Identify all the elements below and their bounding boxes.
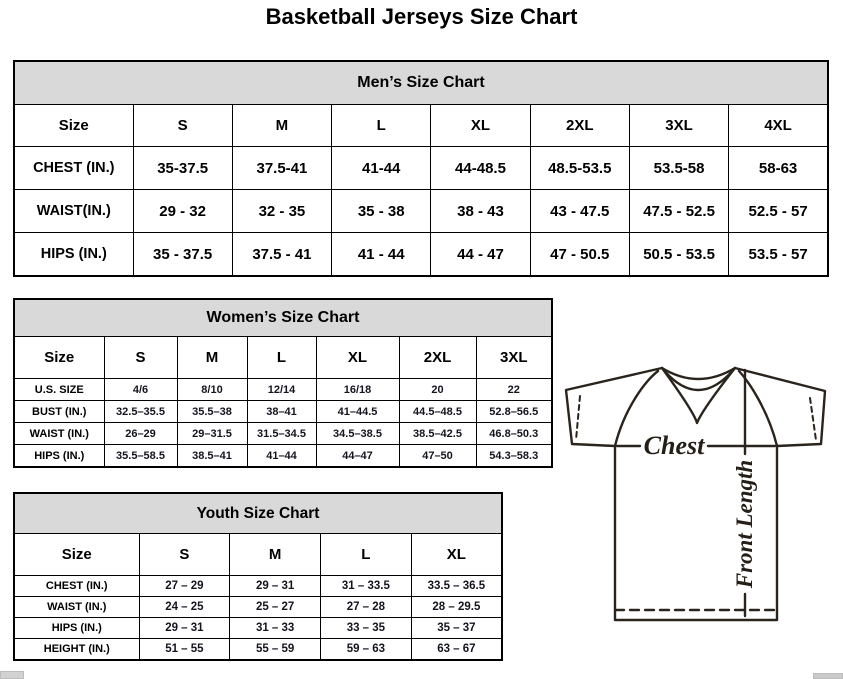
row-label: WAIST (IN.)	[14, 423, 104, 445]
jersey-measurement-diagram	[556, 358, 843, 648]
size-value-cell: 38.5–41	[177, 445, 247, 468]
size-value-cell: 53.5 - 57	[729, 233, 828, 277]
size-value-cell: 47–50	[399, 445, 476, 468]
row-label: BUST (IN.)	[14, 401, 104, 423]
table-row	[14, 379, 552, 401]
size-value-cell: 59 – 63	[321, 639, 412, 661]
left-cuff-dashed-line	[576, 396, 580, 440]
size-value-cell: 52.5 - 57	[729, 190, 828, 233]
column-header-m: M	[177, 337, 247, 379]
size-value-cell: 37.5-41	[232, 147, 331, 190]
column-header-xl: XL	[411, 534, 502, 576]
right-cuff-dashed-line	[810, 398, 816, 440]
row-label: HIPS (IN.)	[14, 618, 139, 639]
column-header-size: Size	[14, 105, 133, 147]
horizontal-scrollbar-right-fragment[interactable]	[813, 673, 843, 679]
front-length-label: Front Length	[732, 459, 757, 589]
size-value-cell: 55 – 59	[230, 639, 321, 661]
collar-v-curve	[662, 368, 735, 423]
column-header-2xl: 2XL	[399, 337, 476, 379]
table-row	[14, 445, 552, 468]
size-value-cell: 53.5-58	[629, 147, 728, 190]
row-label: HEIGHT (IN.)	[14, 639, 139, 661]
table-title: Youth Size Chart	[14, 493, 502, 534]
size-value-cell: 4/6	[104, 379, 177, 401]
row-label: U.S. SIZE	[14, 379, 104, 401]
horizontal-scrollbar-left-fragment[interactable]	[0, 671, 24, 679]
column-header-xl: XL	[431, 105, 530, 147]
column-header-size: Size	[14, 534, 139, 576]
size-value-cell: 27 – 28	[321, 597, 412, 618]
column-header-s: S	[133, 105, 232, 147]
size-value-cell: 32.5–35.5	[104, 401, 177, 423]
row-label: CHEST (IN.)	[14, 576, 139, 597]
size-value-cell: 35-37.5	[133, 147, 232, 190]
size-value-cell: 26–29	[104, 423, 177, 445]
size-value-cell: 44.5–48.5	[399, 401, 476, 423]
size-value-cell: 24 – 25	[139, 597, 230, 618]
table-row	[14, 597, 502, 618]
size-value-cell: 29 – 31	[139, 618, 230, 639]
youth-size-chart-table	[13, 492, 503, 661]
size-value-cell: 31 – 33	[230, 618, 321, 639]
size-value-cell: 31 – 33.5	[321, 576, 412, 597]
table-row	[14, 401, 552, 423]
size-value-cell: 48.5-53.5	[530, 147, 629, 190]
table-title-row	[14, 299, 552, 337]
size-value-cell: 32 - 35	[232, 190, 331, 233]
size-value-cell: 35 – 37	[411, 618, 502, 639]
size-value-cell: 43 - 47.5	[530, 190, 629, 233]
table-row	[14, 233, 828, 277]
table-row	[14, 618, 502, 639]
size-value-cell: 38 - 43	[431, 190, 530, 233]
size-value-cell: 33 – 35	[321, 618, 412, 639]
size-value-cell: 58-63	[729, 147, 828, 190]
row-label: HIPS (IN.)	[14, 445, 104, 468]
column-header-row	[14, 534, 502, 576]
size-value-cell: 35.5–58.5	[104, 445, 177, 468]
column-header-3xl: 3XL	[476, 337, 552, 379]
size-value-cell: 50.5 - 53.5	[629, 233, 728, 277]
page-title: Basketball Jerseys Size Chart	[265, 4, 578, 29]
column-header-xl: XL	[316, 337, 399, 379]
size-value-cell: 35.5–38	[177, 401, 247, 423]
table-row	[14, 639, 502, 661]
table-title: Men’s Size Chart	[14, 61, 828, 105]
column-header-l: L	[247, 337, 316, 379]
size-value-cell: 35 - 38	[332, 190, 431, 233]
size-value-cell: 25 – 27	[230, 597, 321, 618]
size-value-cell: 41–44	[247, 445, 316, 468]
size-value-cell: 47 - 50.5	[530, 233, 629, 277]
column-header-2xl: 2XL	[530, 105, 629, 147]
size-value-cell: 46.8–50.3	[476, 423, 552, 445]
row-label: HIPS (IN.)	[14, 233, 133, 277]
column-header-m: M	[230, 534, 321, 576]
size-value-cell: 38.5–42.5	[399, 423, 476, 445]
size-value-cell: 41 - 44	[332, 233, 431, 277]
table-row	[14, 147, 828, 190]
column-header-s: S	[104, 337, 177, 379]
size-value-cell: 16/18	[316, 379, 399, 401]
size-value-cell: 38–41	[247, 401, 316, 423]
chest-label: Chest	[643, 431, 705, 460]
size-value-cell: 8/10	[177, 379, 247, 401]
size-value-cell: 29 - 32	[133, 190, 232, 233]
size-value-cell: 52.8–56.5	[476, 401, 552, 423]
womens-size-chart-table	[13, 298, 553, 468]
size-value-cell: 63 – 67	[411, 639, 502, 661]
size-value-cell: 12/14	[247, 379, 316, 401]
column-header-4xl: 4XL	[729, 105, 828, 147]
column-header-m: M	[232, 105, 331, 147]
size-value-cell: 54.3–58.3	[476, 445, 552, 468]
size-value-cell: 41–44.5	[316, 401, 399, 423]
mens-size-chart-table	[13, 60, 829, 277]
size-value-cell: 44–47	[316, 445, 399, 468]
table-title-row	[14, 61, 828, 105]
size-value-cell: 22	[476, 379, 552, 401]
size-value-cell: 28 – 29.5	[411, 597, 502, 618]
column-header-l: L	[321, 534, 412, 576]
column-header-row	[14, 337, 552, 379]
table-row	[14, 190, 828, 233]
size-value-cell: 44 - 47	[431, 233, 530, 277]
size-value-cell: 47.5 - 52.5	[629, 190, 728, 233]
column-header-size: Size	[14, 337, 104, 379]
column-header-s: S	[139, 534, 230, 576]
table-row	[14, 576, 502, 597]
size-value-cell: 35 - 37.5	[133, 233, 232, 277]
size-value-cell: 34.5–38.5	[316, 423, 399, 445]
collar-outer-curve	[662, 368, 735, 379]
size-value-cell: 29 – 31	[230, 576, 321, 597]
row-label: CHEST (IN.)	[14, 147, 133, 190]
table-row	[14, 423, 552, 445]
size-value-cell: 41-44	[332, 147, 431, 190]
size-value-cell: 20	[399, 379, 476, 401]
table-title: Women’s Size Chart	[14, 299, 552, 337]
size-value-cell: 37.5 - 41	[232, 233, 331, 277]
jersey-outline	[566, 368, 825, 620]
table-title-row	[14, 493, 502, 534]
size-value-cell: 33.5 – 36.5	[411, 576, 502, 597]
row-label: WAIST (IN.)	[14, 597, 139, 618]
size-value-cell: 27 – 29	[139, 576, 230, 597]
row-label: WAIST(IN.)	[14, 190, 133, 233]
column-header-3xl: 3XL	[629, 105, 728, 147]
size-value-cell: 29–31.5	[177, 423, 247, 445]
size-value-cell: 51 – 55	[139, 639, 230, 661]
size-value-cell: 44-48.5	[431, 147, 530, 190]
size-value-cell: 31.5–34.5	[247, 423, 316, 445]
column-header-l: L	[332, 105, 431, 147]
column-header-row	[14, 105, 828, 147]
